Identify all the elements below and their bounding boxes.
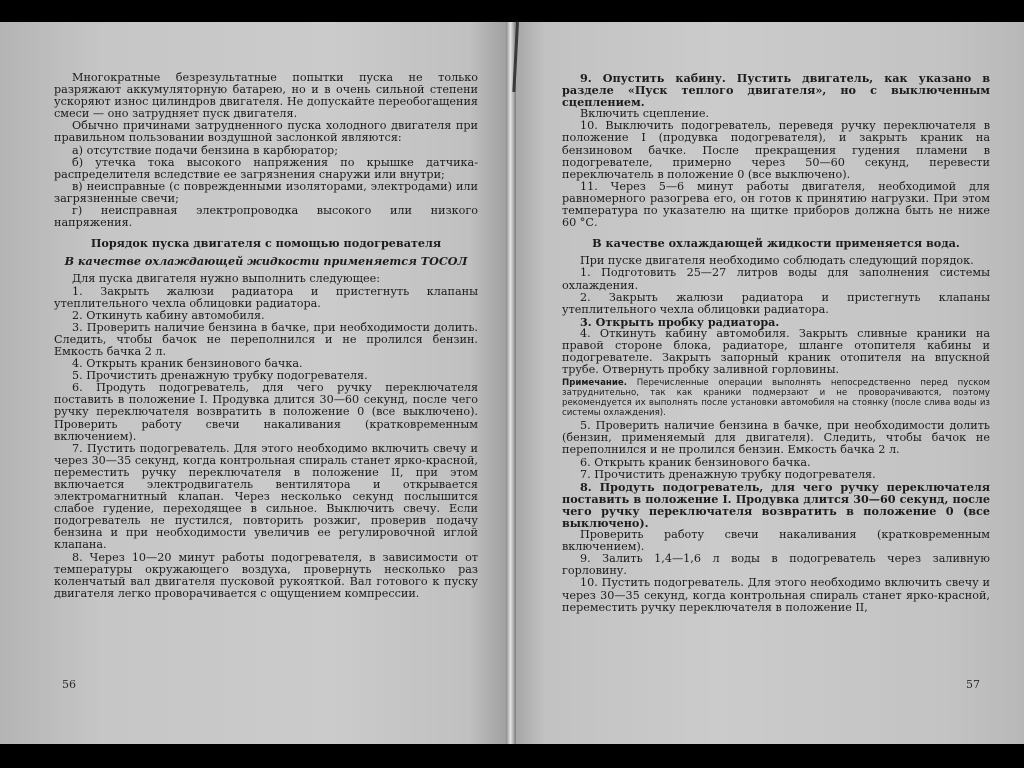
list-item: 10. Выключить подогреватель, переведя ручку переключателя в положение I (продувка подогревателя), и закрыть краник на бензиновом бачке. После прекращения гудения пламени в подогревателе, примерно через 50—60 секунд, перевести переключатель в положение 0 (все выключено). — [562, 119, 990, 181]
list-item: 1. Подготовить 25—27 литров воды для заполнения системы охлаждения. — [562, 266, 990, 292]
list-item: 7. Прочистить дренажную трубку подогревателя. — [580, 467, 876, 481]
list-item: 9. Залить 1,4—1,6 л воды в подогреватель через заливную горловину. — [562, 552, 990, 578]
paragraph: Многократные безрезультатные попытки пуска не только разряжают аккумуляторную батарею, но и в очень сильной степени ускоряют износ цилиндров двигателя. Не допускайте переобогащения смеси — оно затрудняет пуск двигателя. — [54, 71, 478, 121]
list-item: 5. Проверить наличие бензина в бачке, при необходимости долить (бензин, применяемый для двигателя). Следить, чтобы бачок не переполнился и не пролился бензин. Емкость бачка 2 л. — [562, 419, 990, 457]
note-text: Перечисленные операции выполнять непосредственно перед пуском затруднительно, так как краники подмерзают и не проворачиваются, поэтому рекомендуется их выполнять после установки автомобиля на стоянку (после слива воды из системы охлаждения). — [562, 378, 990, 419]
list-item: б) утечка тока высокого напряжения по крышке датчика-распределителя вследствие ее загрязнения снаружи или внутри; — [54, 155, 478, 181]
list-item: 3. Открыть пробку радиатора. — [580, 314, 780, 329]
list-item: 6. Открыть краник бензинового бачка. — [580, 455, 811, 469]
paragraph: При пуске двигателя необходимо соблюдать следующий порядок. — [580, 254, 974, 268]
list-item: 6. Продуть подогреватель, для чего ручку переключателя поставить в положение I. Продувка длится 30—60 секунд, после чего ручку переключателя возвратить в положение 0 (все выключено). Проверить работу свечи накаливания (кратковременным включением). — [54, 381, 478, 443]
paragraph: Обычно причинами затрудненного пуска холодного двигателя при правильном пользовании воздушной заслонкой являются: — [54, 119, 478, 145]
list-item: Включить сцепление. — [580, 107, 710, 121]
page-number-left: 56 — [62, 678, 76, 691]
section-subheading: В качестве охлаждающей жидкости применяется ТОСОЛ — [64, 254, 468, 269]
list-item: а) отсутствие подачи бензина в карбюратор; — [72, 143, 338, 157]
paragraph: Проверить работу свечи накаливания (кратковременным включением). — [562, 528, 990, 554]
list-item: 5. Прочистить дренажную трубку подогревателя. — [72, 369, 368, 383]
list-item: 7. Пустить подогреватель. Для этого необходимо включить свечу и через 30—35 секунд, когда контрольная спираль станет ярко-красной, переместить ручку переключателя в положение II, при этом включается электродвигатель вентилятора и открывается электромагнитный клапан. Через несколько секунд послышится слабое гудение, переходящее в сильное. Выключить свечу. Если подогреватель не пустился, повторить розжиг, проверив подачу бензина и при необходимости увеличив ее регулировочной иглой клапана. — [54, 441, 478, 552]
list-item: 4. Откинуть кабину автомобиля. Закрыть сливные краники на правой стороне блока, радиаторе, шланге отопителя кабины и подогревателе. Закрыть запорный краник отопителя на впускной трубе. Отвернуть пробку заливной горловины. — [562, 326, 990, 377]
book-spread — [0, 22, 1024, 744]
list-item: 4. Открыть краник бензинового бачка. — [72, 357, 303, 371]
section-heading: Порядок пуска двигателя с помощью подогревателя — [90, 236, 442, 251]
book-spine — [506, 22, 516, 744]
list-item: 8. Через 10—20 минут работы подогревателя, в зависимости от температуры окружающего воздуха, провернуть несколько раз коленчатый вал двигателя пусковой рукояткой. Вал готового к пуску двигателя легко проворачивается с ощущением компрессии. — [54, 550, 478, 600]
page-number-right: 57 — [966, 678, 980, 691]
list-item: 9. Опустить кабину. Пустить двигатель, как указано в разделе «Пуск теплого двигателя», но с выключенным сцеплением. — [562, 71, 990, 110]
right-page — [510, 22, 1024, 744]
left-page — [0, 22, 510, 744]
list-item: в) неисправные (с поврежденными изоляторами, электродами) или загрязненные свечи; — [54, 179, 478, 205]
note-label: Примечание. — [562, 378, 627, 389]
paragraph: Для пуска двигателя нужно выполнить следующее: — [72, 272, 380, 286]
list-item: 2. Закрыть жалюзи радиатора и пристегнуть клапаны утеплительного чехла облицовки радиатора. — [562, 290, 990, 316]
list-item: 3. Проверить наличие бензина в бачке, при необходимости долить. Следить, чтобы бачок не переполнился и не пролился бензин. Емкость бачка 2 л. — [54, 320, 478, 358]
section-subheading: В качестве охлаждающей жидкости применяется вода. — [592, 236, 960, 251]
list-item: 11. Через 5—6 минут работы двигателя, необходимой для равномерного разогрева его, он готов к принятию нагрузки. При этом температура по указателю на щитке приборов должна быть не ниже 60 °С. — [562, 179, 990, 230]
list-item: 10. Пустить подогреватель. Для этого необходимо включить свечу и через 30—35 секунд, когда контрольная спираль станет ярко-красной, переместить ручку переключателя в положение II, — [562, 576, 990, 614]
list-item: 2. Откинуть кабину автомобиля. — [72, 308, 265, 322]
list-item: 1. Закрыть жалюзи радиатора и пристегнуть клапаны утеплительного чехла облицовки радиатора. — [54, 284, 478, 310]
list-item: г) неисправная электропроводка высокого или низкого напряжения. — [54, 204, 478, 230]
note — [562, 378, 990, 418]
list-item: 8. Продуть подогреватель, для чего ручку переключателя поставить в положение I. Продувка длится 30—60 секунд, после чего ручку переключателя возвратить в положение 0 (все выключено). — [562, 479, 990, 530]
